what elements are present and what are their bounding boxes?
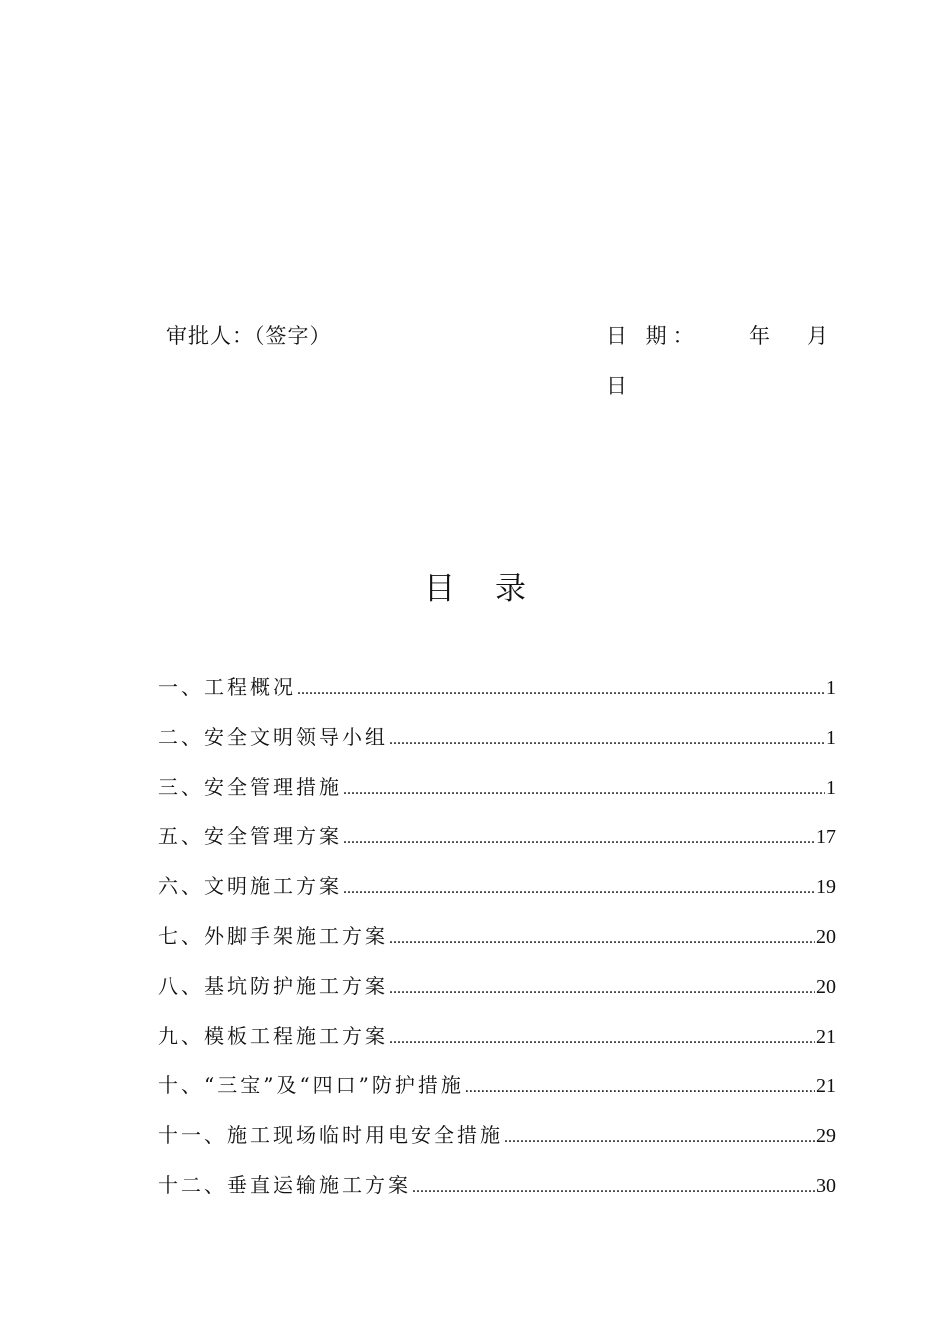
toc-entry-page: 21 [816,1075,836,1098]
toc-entry[interactable] [158,771,836,821]
toc-leader-dots [389,980,815,998]
toc-leader-dots [343,781,825,799]
date-day-label: 日 [606,374,627,398]
toc-entry[interactable] [158,1119,836,1169]
toc-leader-dots [412,1179,815,1197]
toc-entry-label: 三、安全管理措施 [158,774,342,799]
toc-entry-page: 20 [816,925,836,948]
toc-leader-dots [389,930,815,948]
toc-entry[interactable] [158,870,836,920]
toc-entry[interactable] [158,1169,836,1219]
approval-date [606,320,836,398]
date-year-label: 年 [749,324,770,348]
toc-title-char-2: 录 [495,571,526,607]
toc-leader-dots [343,830,815,848]
toc-leader-dots [343,880,815,898]
toc-entry-page: 17 [816,826,836,849]
toc-entry-page: 20 [816,975,836,998]
date-month-label: 月 [807,324,828,348]
toc-entry-label: 七、外脚手架施工方案 [158,923,388,948]
toc-leader-dots [389,731,825,749]
toc-list [158,671,836,1219]
toc-entry-page: 29 [816,1125,836,1148]
toc-entry-page: 1 [826,776,836,799]
toc-entry[interactable] [158,970,836,1020]
toc-entry-label: 九、模板工程施工方案 [158,1023,388,1048]
toc-leader-dots [504,1129,815,1147]
toc-title [0,563,950,608]
toc-entry[interactable] [158,721,836,771]
toc-entry[interactable] [158,1020,836,1070]
toc-leader-dots [297,681,825,699]
date-label: 日 期： [606,324,700,348]
toc-entry-page: 19 [816,876,836,899]
toc-entry-label: 十、“三宝”及“四口”防护措施 [158,1073,464,1098]
toc-entry[interactable] [158,920,836,970]
toc-entry[interactable] [158,1069,836,1119]
toc-entry-page: 1 [826,677,836,699]
toc-entry[interactable] [158,671,836,721]
toc-entry-label: 五、安全管理方案 [158,824,342,849]
toc-entry-page: 21 [816,1025,836,1048]
toc-entry-page: 30 [816,1174,836,1197]
toc-title-char-1: 目 [424,571,455,607]
toc-entry-label: 六、文明施工方案 [158,874,342,899]
toc-entry[interactable] [158,820,836,870]
approver-signature-label: 审批人：（签字） [166,324,332,348]
toc-entry-label: 十二、垂直运输施工方案 [158,1172,411,1197]
toc-entry-label: 十一、施工现场临时用电安全措施 [158,1123,503,1148]
toc-entry-label: 一、工程概况 [158,675,296,699]
toc-entry-label: 八、基坑防护施工方案 [158,973,388,998]
toc-entry-label: 二、安全文明领导小组 [158,724,388,749]
toc-leader-dots [389,1030,815,1048]
toc-entry-page: 1 [826,726,836,749]
toc-leader-dots [465,1079,815,1097]
